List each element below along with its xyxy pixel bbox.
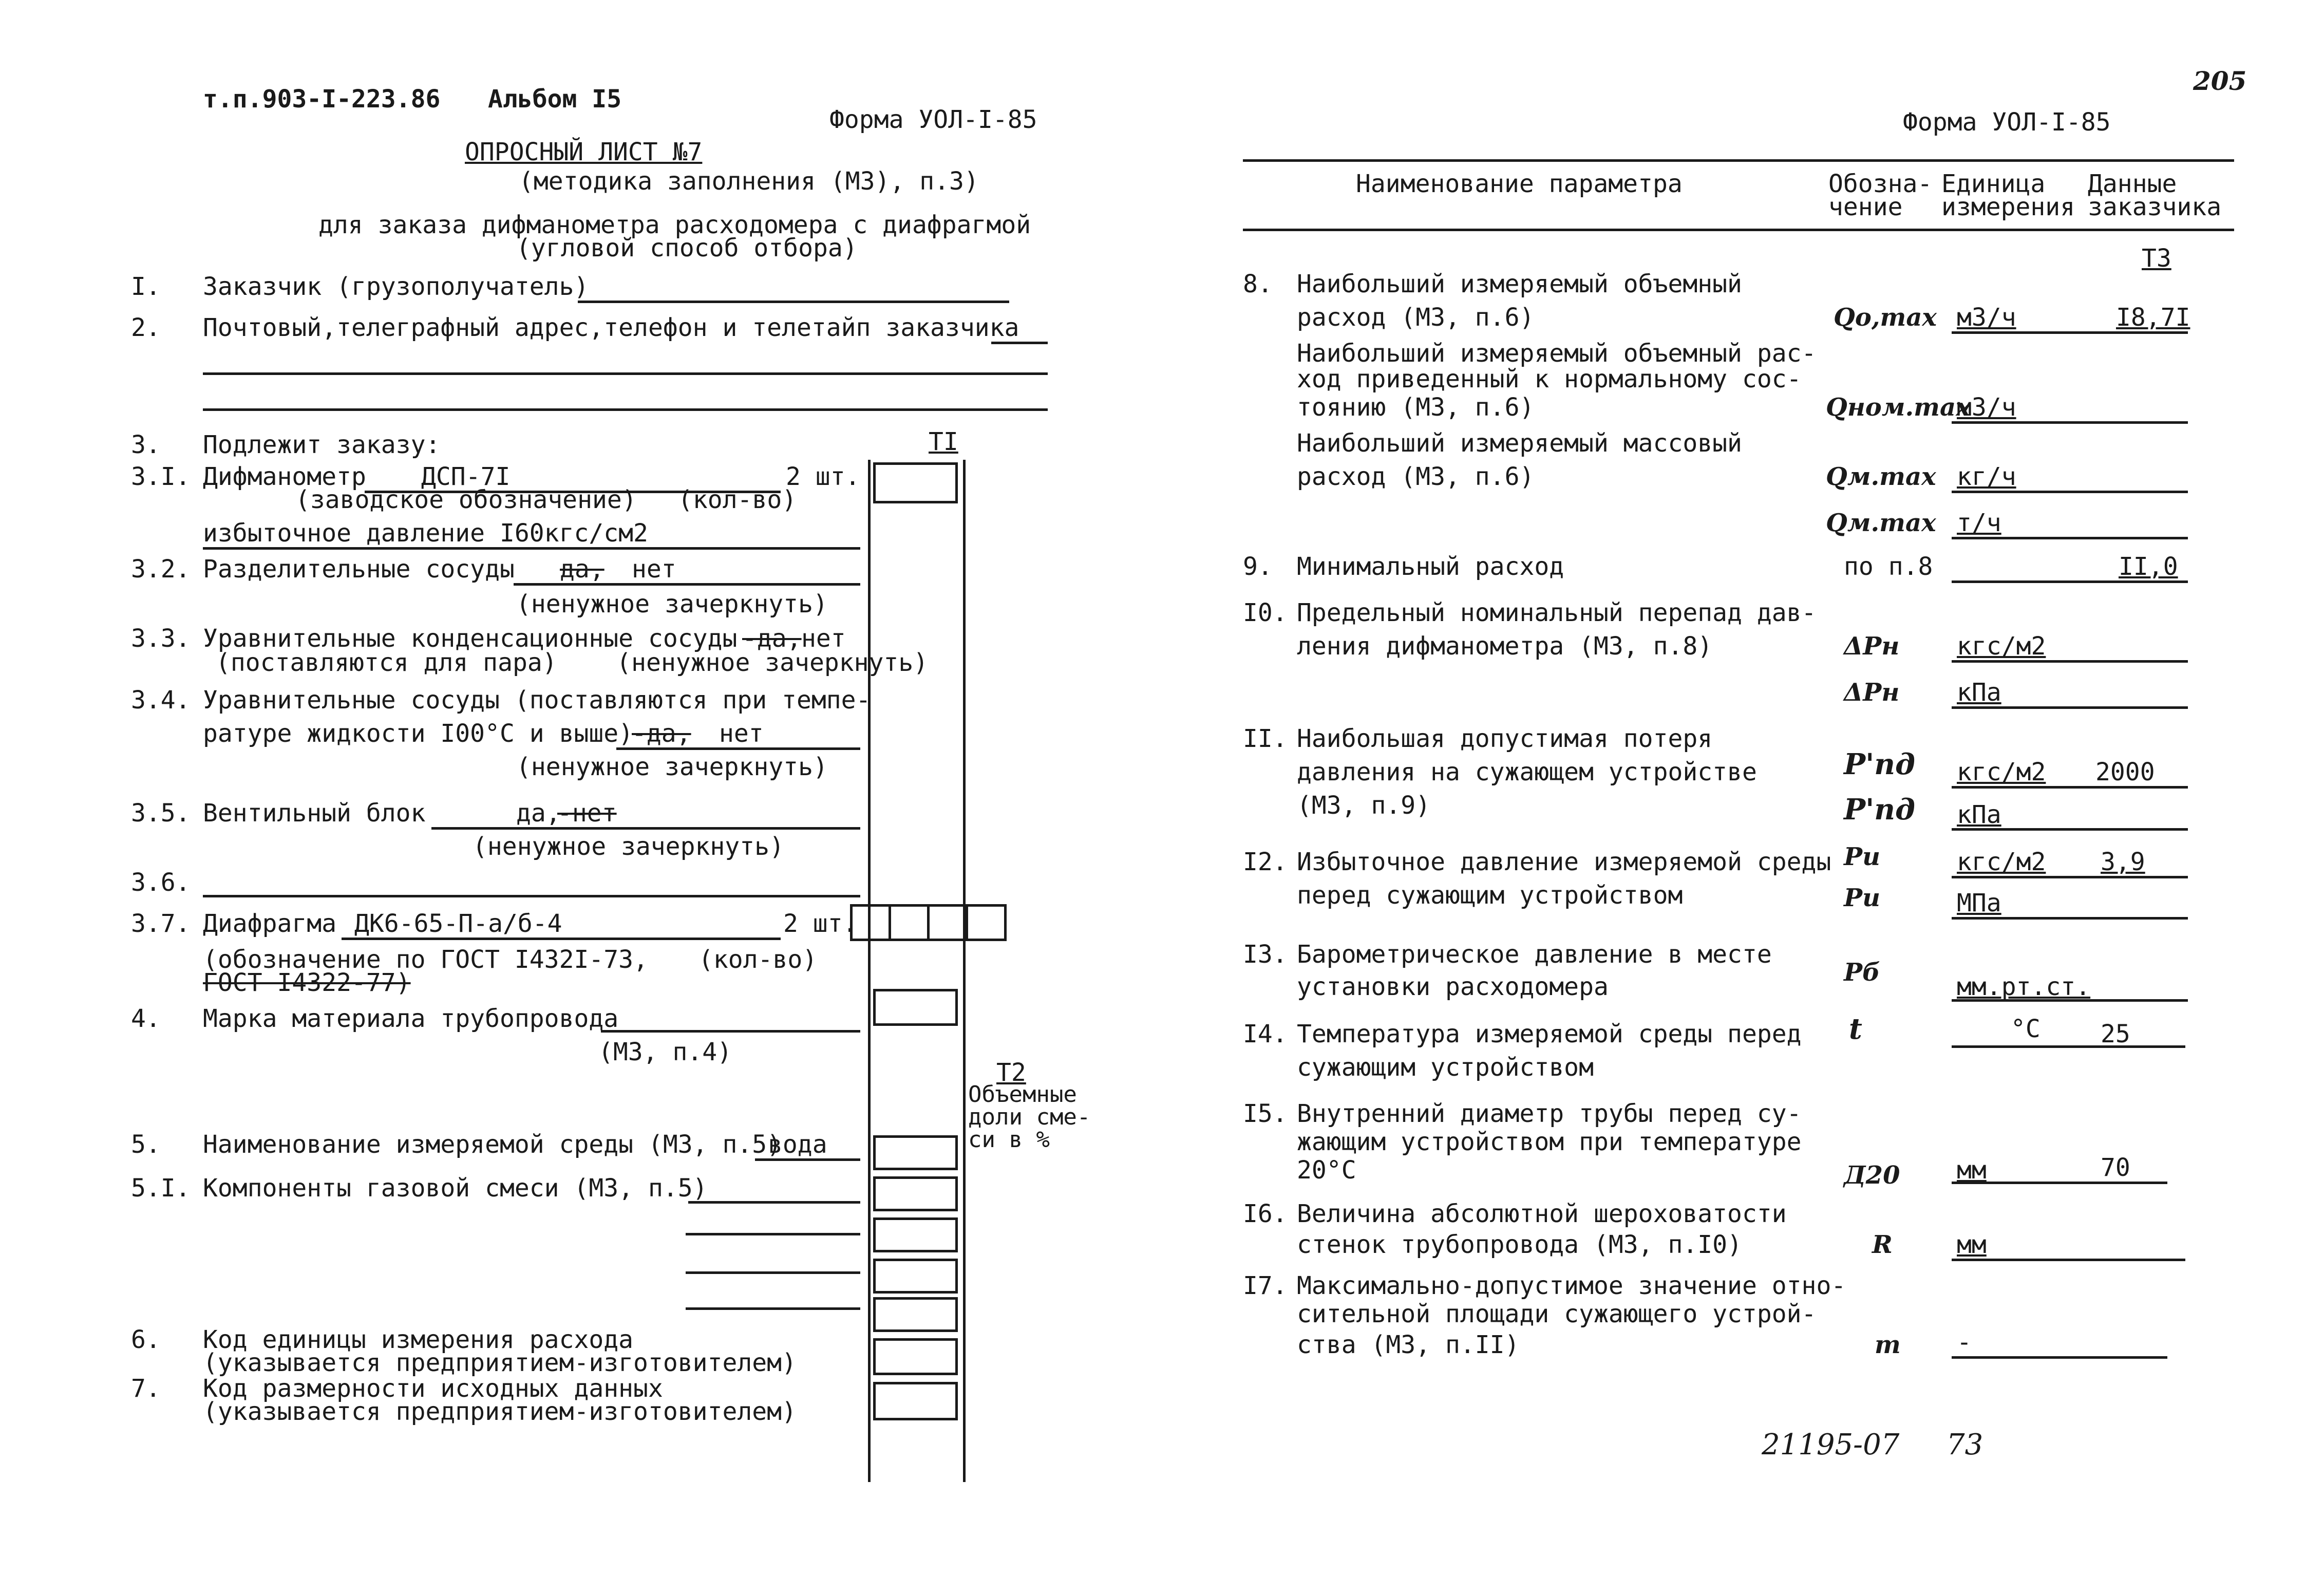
item-label: Дифманометр xyxy=(203,462,366,491)
row-value: 2000 xyxy=(2095,758,2155,786)
row-label: Барометрическое давление в месте xyxy=(1297,940,1772,969)
row-label: расход (МЗ, п.6) xyxy=(1297,462,1535,491)
item-label: Разделительные сосуды xyxy=(203,555,515,584)
item-number: 6. xyxy=(131,1325,161,1354)
item-label: Заказчик (грузополучатель) xyxy=(203,272,589,301)
row-unit: кгс/м2 xyxy=(1957,632,2046,661)
item-number: 3.5. xyxy=(131,799,191,828)
fill-line xyxy=(686,1271,860,1274)
item-number: 4. xyxy=(131,1004,161,1033)
entry-box xyxy=(873,1217,958,1252)
column-t3-label: T3 xyxy=(2142,244,2171,273)
row-label: Избыточное давление измеряемой среды xyxy=(1297,848,1831,876)
column-header-symbol: чение xyxy=(1828,193,1903,221)
fill-line xyxy=(1952,876,2188,878)
fill-line xyxy=(1952,580,2188,583)
item-quantity: 2 шт. xyxy=(786,462,860,491)
entry-box xyxy=(873,1135,958,1170)
row-label: Величина абсолютной шероховатости xyxy=(1297,1200,1787,1228)
fill-line xyxy=(1952,1182,2167,1184)
item-quantity: 2 шт. xyxy=(783,909,858,938)
option-no: нет xyxy=(801,624,846,653)
item-number: 3.4. xyxy=(131,686,191,715)
column-header-unit: измерения xyxy=(1941,193,2075,221)
fill-line xyxy=(1952,1356,2167,1359)
item-label: Уравнительные сосуды (поставляются при темпе- xyxy=(203,686,871,715)
item-label: Наименование измеряемой среды (МЗ, п.5) xyxy=(203,1130,782,1159)
cell-divider xyxy=(927,904,930,941)
row-number: I0. xyxy=(1243,598,1288,627)
row-unit: °С xyxy=(2011,1015,2040,1043)
row-symbol: Qм.max xyxy=(1826,462,1936,491)
fill-line xyxy=(1952,421,2188,424)
row-value: 3,9 xyxy=(2101,848,2145,876)
row-unit: м3/ч xyxy=(1957,303,2016,332)
row-symbol: t xyxy=(1849,1012,1862,1046)
column-header-data: заказчика xyxy=(2088,193,2222,221)
fill-line xyxy=(203,895,860,897)
fill-line xyxy=(601,1030,860,1033)
item-label: Диафрагма xyxy=(203,909,337,938)
row-unit: т/ч xyxy=(1957,509,2001,537)
item-label: Код единицы измерения расхода xyxy=(203,1325,634,1354)
item-number: 3.3. xyxy=(131,624,191,653)
fill-line xyxy=(203,408,1048,411)
item-number: 3. xyxy=(131,430,161,459)
fill-line xyxy=(1952,1259,2185,1261)
fill-line xyxy=(1952,1045,2185,1048)
row-value: 25 xyxy=(2101,1020,2130,1048)
row-unit: кгс/м2 xyxy=(1957,758,2046,786)
t1-column-rule xyxy=(963,460,966,1482)
row-label: (МЗ, п.9) xyxy=(1297,791,1431,820)
row-unit: мм.рт.ст. xyxy=(1957,972,2091,1001)
fill-line xyxy=(616,747,860,750)
fill-line xyxy=(686,1233,860,1235)
item-label: Марка материала трубопровода xyxy=(203,1004,619,1033)
option-no: нет xyxy=(632,555,676,584)
row-label: Наибольшая допустимая потеря xyxy=(1297,724,1713,753)
row-label: Минимальный расход xyxy=(1297,552,1564,581)
row-label: 20°С xyxy=(1297,1156,1356,1185)
fill-line xyxy=(991,342,1048,344)
row-label: тоянию (МЗ, п.6) xyxy=(1297,393,1535,422)
column-header-name: Наименование параметра xyxy=(1356,170,1683,198)
fill-line xyxy=(1952,917,2188,920)
fill-line xyxy=(514,583,860,586)
row-symbol: Pи xyxy=(1844,884,1880,912)
fill-line xyxy=(755,1158,860,1161)
album-label: Альбом I5 xyxy=(488,85,622,114)
row-unit: кПа xyxy=(1957,800,2001,829)
row-label: ства (МЗ, п.II) xyxy=(1297,1330,1520,1359)
row-symbol: ΔPн xyxy=(1844,632,1900,661)
row-label: Наибольший измеряемый объемный xyxy=(1297,270,1742,298)
row-number: II. xyxy=(1243,724,1288,753)
row-label: ход приведенный к нормальному сос- xyxy=(1297,365,1802,393)
page-number: 205 xyxy=(2193,66,2247,96)
row-value: II,0 xyxy=(2119,552,2178,581)
t1-column-rule xyxy=(868,460,871,1482)
column-t1-label: TI xyxy=(929,427,958,456)
item-number: 3.I. xyxy=(131,462,191,491)
row-symbol: ΔPн xyxy=(1844,678,1900,707)
item-note-struck: ГОСТ I4322-77) xyxy=(203,968,411,997)
footer-code: 21195-07 xyxy=(1762,1428,1900,1461)
row-label: ления дифманометра (МЗ, п.8) xyxy=(1297,632,1713,661)
item-label: Подлежит заказу: xyxy=(203,430,441,459)
row-symbol: Д20 xyxy=(1844,1161,1900,1190)
row-symbol: Qм.max xyxy=(1826,509,1936,537)
row-label: Температура измеряемой среды перед xyxy=(1297,1020,1802,1048)
column-t2-label: T2 xyxy=(996,1058,1026,1087)
sheet-purpose: для заказа дифманометра расходомера с диафрагмой xyxy=(318,211,1031,239)
row-unit: МПа xyxy=(1957,889,2001,917)
row-symbol: Qном.max xyxy=(1826,393,1971,422)
row-symbol: P'пд xyxy=(1844,747,1915,781)
entry-box xyxy=(873,1338,958,1375)
fill-line xyxy=(1952,999,2188,1002)
item-note: (ненужное зачеркнуть) xyxy=(516,753,828,781)
cell-divider xyxy=(966,904,968,941)
row-symbol: m xyxy=(1875,1330,1901,1359)
row-label: Наибольший измеряемый объемный рас- xyxy=(1297,339,1817,368)
fill-line xyxy=(1952,331,2188,334)
row-value: - xyxy=(1957,1328,1972,1357)
option-yes: да, xyxy=(516,799,561,828)
fill-line xyxy=(203,547,860,550)
row-unit: кПа xyxy=(1957,678,2001,707)
row-label: расход (МЗ, п.6) xyxy=(1297,303,1535,332)
column-header-symbol: Обозна- xyxy=(1828,170,1933,198)
entry-box xyxy=(873,462,958,503)
row-label: Наибольший измеряемый массовый xyxy=(1297,429,1742,458)
item-number: 5. xyxy=(131,1130,161,1159)
project-code: т.п.903-I-223.86 xyxy=(203,85,441,114)
fill-line xyxy=(1952,786,2188,789)
item-number: 2. xyxy=(131,313,161,342)
entry-box xyxy=(873,1382,958,1420)
row-number: I4. xyxy=(1243,1020,1288,1048)
fill-line xyxy=(1952,828,2188,831)
item-note: (указывается предприятием-изготовителем) xyxy=(203,1348,797,1377)
option-yes-struck: -да, xyxy=(742,624,802,653)
fill-line xyxy=(1952,660,2188,663)
row-unit: мм xyxy=(1957,1156,1987,1185)
item-note: (ненужное зачеркнуть) xyxy=(473,832,784,861)
row-label: установки расходомера xyxy=(1297,972,1609,1001)
item-value: ДСП-7I xyxy=(421,462,511,491)
item-value: вода xyxy=(768,1130,827,1159)
item-note: (ненужное зачеркнуть) xyxy=(516,590,828,619)
row-number: 8. xyxy=(1243,270,1273,298)
row-number: I6. xyxy=(1243,1200,1288,1228)
row-number: I7. xyxy=(1243,1271,1288,1300)
footer-page: 73 xyxy=(1947,1428,1983,1461)
row-symbol: по п.8 xyxy=(1844,552,1933,581)
entry-box xyxy=(873,1297,958,1332)
item-note: (кол-во) xyxy=(678,485,797,514)
row-symbol: Pи xyxy=(1844,842,1880,871)
cell-divider xyxy=(889,904,891,941)
row-label: сужающим устройством xyxy=(1297,1053,1594,1082)
row-number: I2. xyxy=(1243,848,1288,876)
fill-line xyxy=(1952,537,2188,539)
row-label: сительной площади сужающего устрой- xyxy=(1297,1300,1817,1328)
row-label: жающим устройством при температуре xyxy=(1297,1128,1802,1156)
row-symbol: Pб xyxy=(1844,958,1880,987)
item-note: (МЗ, п.4) xyxy=(598,1038,732,1066)
entry-box xyxy=(873,989,958,1026)
item-note: (заводское обозначение) xyxy=(295,485,637,514)
item-label: ратуре жидкости I00°С и выше) xyxy=(203,719,634,748)
item-number: 3.6. xyxy=(131,868,191,897)
row-symbol: P'пд xyxy=(1844,793,1915,827)
column-header-data: Данные xyxy=(2088,170,2177,198)
option-yes-struck: -да, xyxy=(632,719,691,748)
item-label: Уравнительные конденсационные сосуды xyxy=(203,624,738,653)
table-header-rule xyxy=(1243,229,2234,231)
fill-line xyxy=(431,827,860,830)
fill-line xyxy=(1952,706,2188,709)
fill-line xyxy=(342,938,781,940)
item-label: Почтовый,телеграфный адрес,телефон и телетайп заказчика xyxy=(203,313,1019,342)
row-label: перед сужающим устройством xyxy=(1297,881,1683,910)
item-detail: избыточное давление I60кгс/см2 xyxy=(203,519,648,548)
sheet-subtitle: (методика заполнения (МЗ), п.3) xyxy=(519,167,979,196)
item-number: 5.I. xyxy=(131,1174,191,1203)
row-label: давления на сужающем устройстве xyxy=(1297,758,1757,786)
item-label: Вентильный блок xyxy=(203,799,426,828)
item-note: (обозначение по ГОСТ I432I-73, xyxy=(203,945,648,974)
table-top-rule xyxy=(1243,159,2234,162)
row-number: 9. xyxy=(1243,552,1273,581)
item-note: (кол-во) xyxy=(698,945,818,974)
fill-line xyxy=(1952,491,2188,493)
item-value: ДК6-65-П-а/б-4 xyxy=(354,909,562,938)
option-no: нет xyxy=(719,719,764,748)
fill-line xyxy=(578,301,1009,303)
row-label: Максимально-допустимое значение отно- xyxy=(1297,1271,1846,1300)
row-unit: кг/ч xyxy=(1957,462,2016,491)
entry-box xyxy=(873,1259,958,1294)
row-label: Внутренний диаметр трубы перед су- xyxy=(1297,1099,1802,1128)
column-t2-note: Объемные xyxy=(968,1081,1077,1108)
item-label: Код размерности исходных данных xyxy=(203,1374,663,1403)
row-symbol: R xyxy=(1872,1230,1893,1259)
item-number: I. xyxy=(131,272,161,301)
form-label: Форма УОЛ-I-85 xyxy=(1903,108,2111,137)
fill-line xyxy=(686,1307,860,1310)
option-no-struck: -нет xyxy=(557,799,617,828)
row-number: I5. xyxy=(1243,1099,1288,1128)
column-t2-note: си в % xyxy=(968,1127,1050,1153)
row-label: Предельный номинальный перепад дав- xyxy=(1297,598,1817,627)
item-number: 3.2. xyxy=(131,555,191,584)
sheet-purpose-2: (угловой способ отбора) xyxy=(516,234,858,263)
item-label: Компоненты газовой смеси (МЗ, п.5) xyxy=(203,1174,708,1203)
entry-box xyxy=(873,1176,958,1211)
row-value: 70 xyxy=(2101,1153,2130,1182)
sheet-title: ОПРОСНЫЙ ЛИСТ №7 xyxy=(465,138,703,166)
row-number: I3. xyxy=(1243,940,1288,969)
row-value: I8,7I xyxy=(2116,303,2190,332)
form-label: Форма УОЛ-I-85 xyxy=(829,105,1037,134)
item-number: 3.7. xyxy=(131,909,191,938)
column-t2-note: доли сме- xyxy=(968,1104,1091,1130)
fill-line xyxy=(688,1201,860,1204)
row-unit: мм xyxy=(1957,1230,1987,1259)
row-label: стенок трубопровода (МЗ, п.I0) xyxy=(1297,1230,1742,1259)
row-unit: м3/ч xyxy=(1957,393,2016,422)
column-header-unit: Единица xyxy=(1941,170,2046,198)
row-symbol: Qo,max xyxy=(1834,303,1937,332)
item-number: 7. xyxy=(131,1374,161,1403)
row-unit: кгс/м2 xyxy=(1957,848,2046,876)
fill-line xyxy=(203,372,1048,375)
option-yes-struck: да, xyxy=(560,555,604,584)
item-note: (указывается предприятием-изготовителем) xyxy=(203,1397,797,1426)
item-note: (поставляются для пара) (ненужное зачеркнуть) xyxy=(216,648,929,677)
